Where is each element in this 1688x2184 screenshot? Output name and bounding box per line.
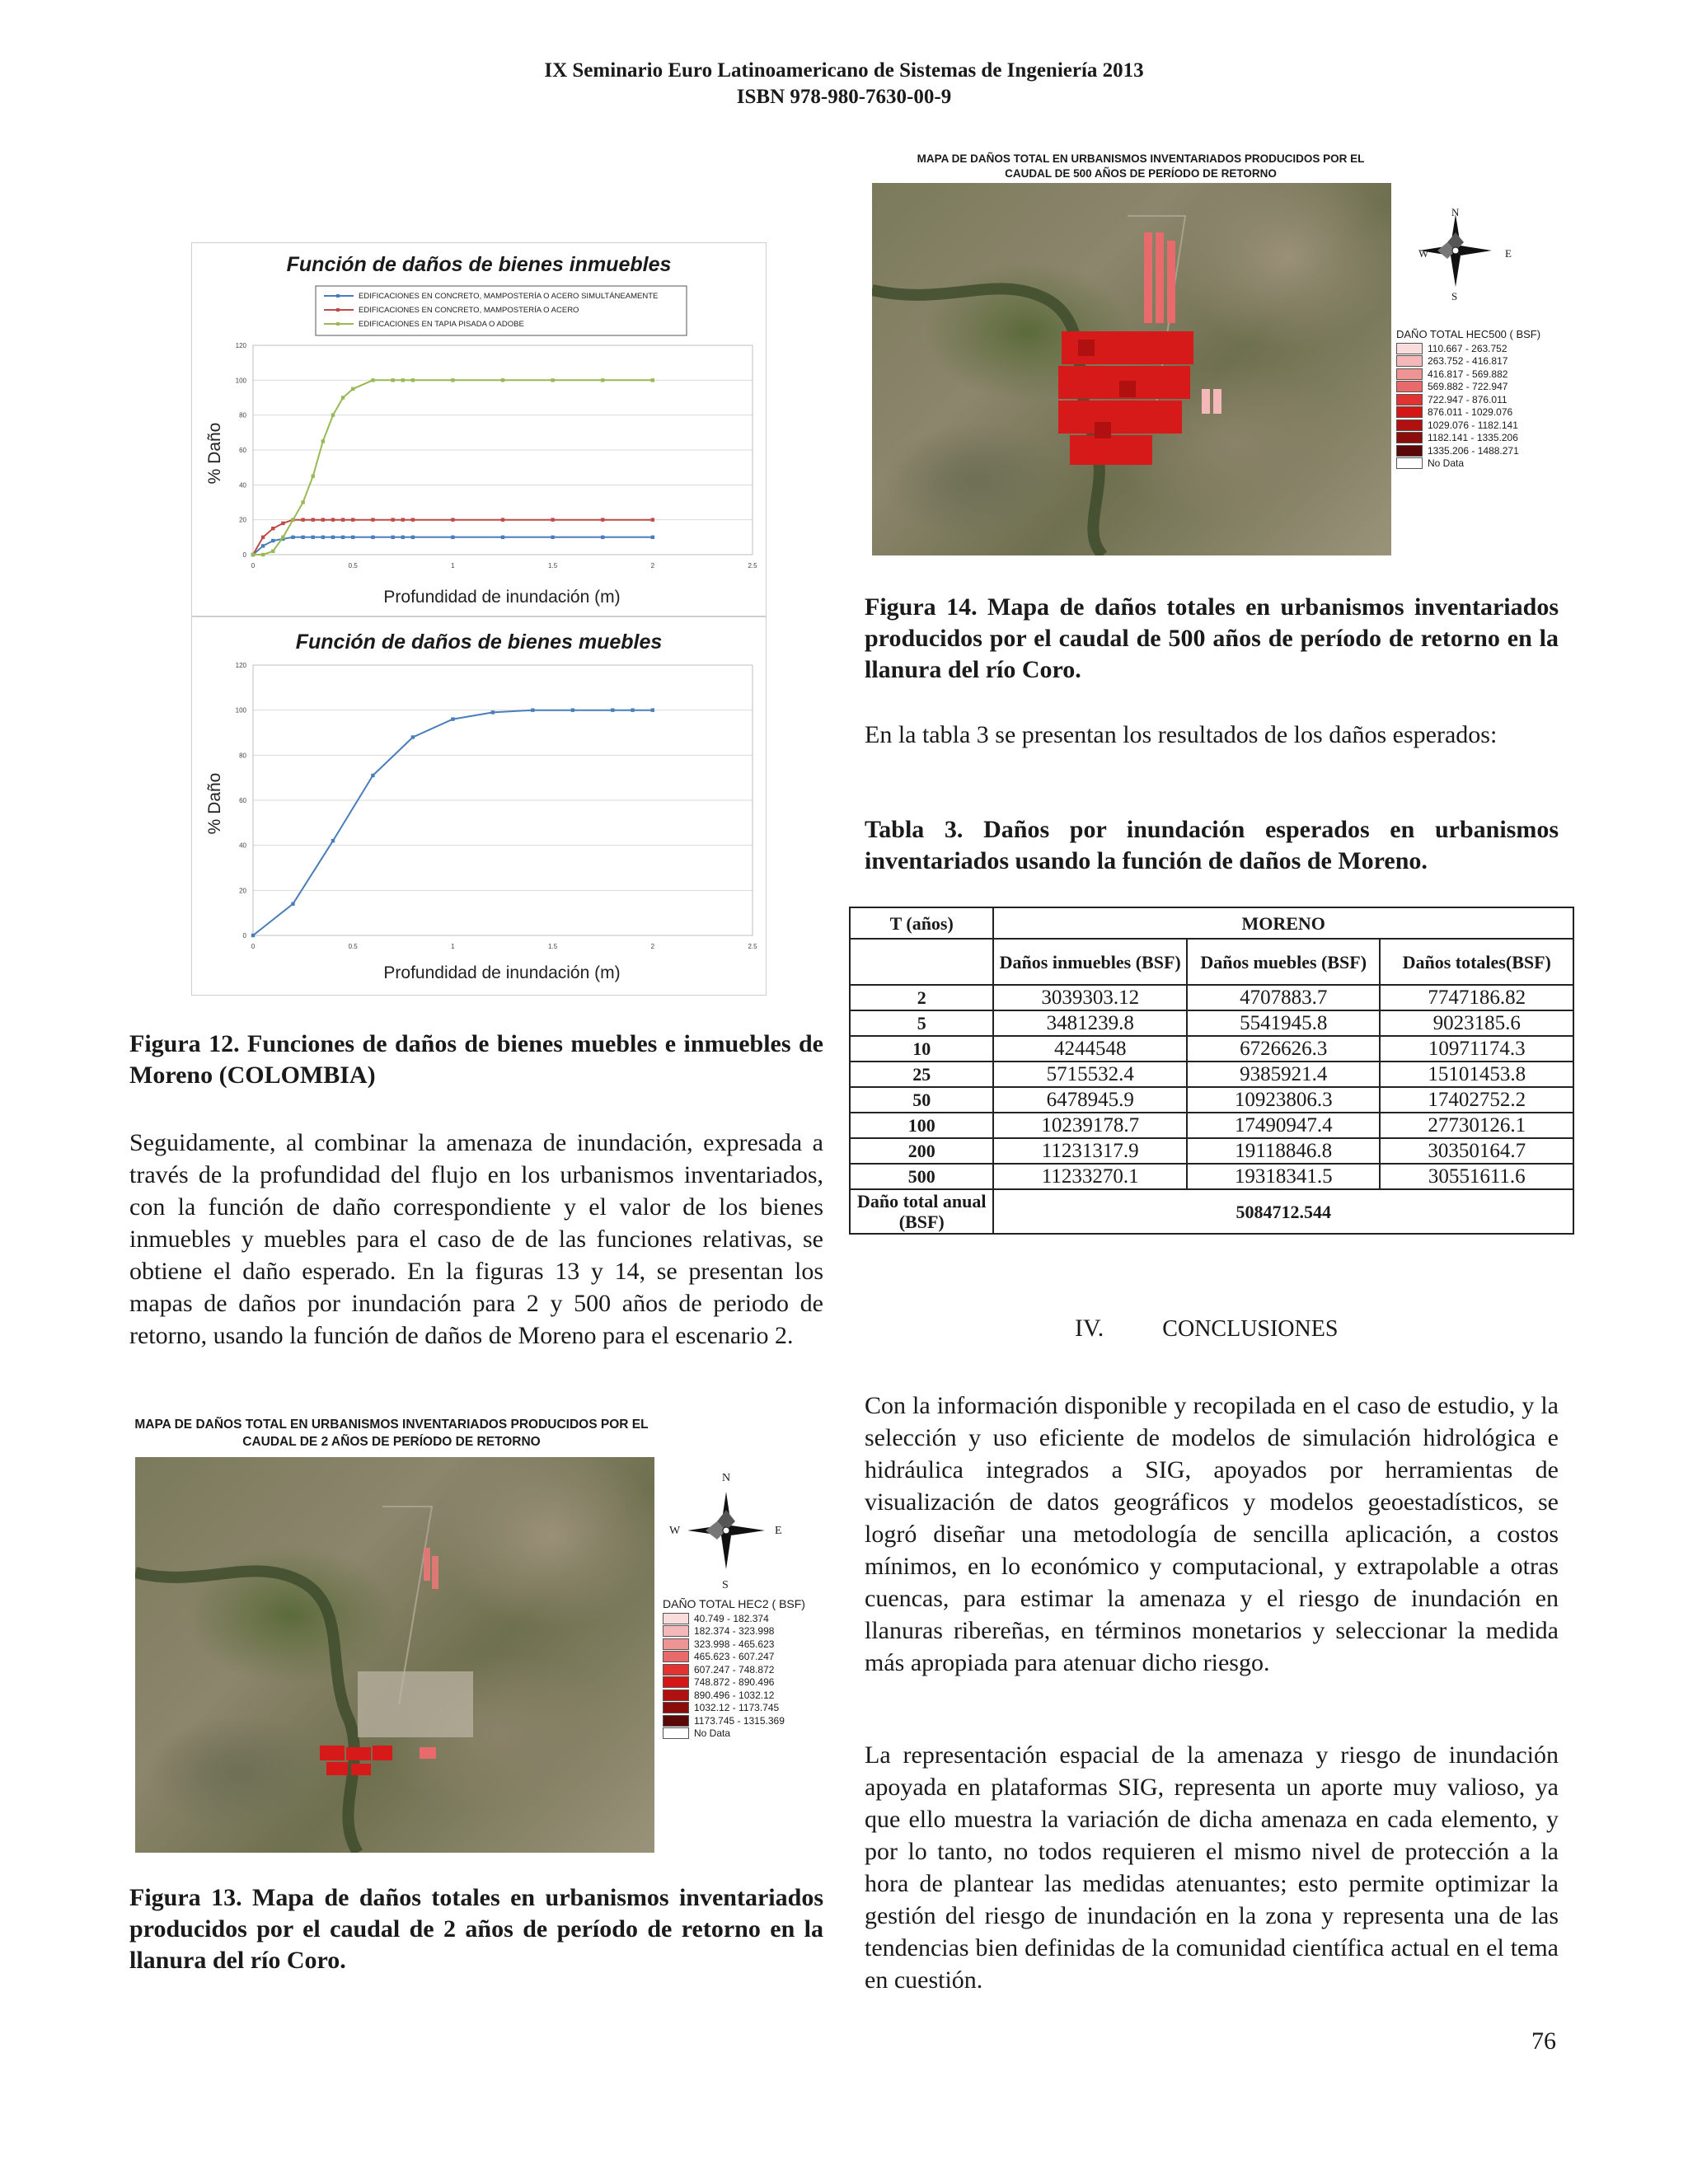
table-row — [850, 1113, 1573, 1138]
chart-muebles-ytick-label: 120 — [235, 662, 246, 669]
map13-legend-item — [663, 1625, 785, 1638]
chart-inmuebles-data-point — [331, 413, 335, 416]
chart-inmuebles-data-point — [331, 518, 335, 521]
chart-inmuebles-data-point — [281, 522, 284, 525]
chart-inmuebles-data-point — [391, 518, 394, 521]
map14-legend-label: 110.667 - 263.752 — [1428, 342, 1507, 354]
chart-muebles-data-point — [651, 708, 654, 711]
chart-inmuebles-data-point — [391, 536, 394, 539]
chart-inmuebles-xtick-label: 2 — [650, 562, 655, 569]
table-cell-value: 6478945.9 — [993, 1087, 1187, 1113]
map14-legend-swatch — [1396, 381, 1423, 392]
table-header-moreno: MORENO — [993, 907, 1573, 939]
map13-compass-icon — [681, 1485, 771, 1576]
chart-inmuebles-data-point — [341, 536, 345, 539]
chart-inmuebles-xtick-label: 2.5 — [748, 562, 757, 569]
chart-muebles-xlabel: Profundidad de inundación (m) — [383, 963, 621, 982]
table-cell-value: 30551611.6 — [1380, 1164, 1573, 1189]
map13-legend-item — [663, 1702, 785, 1715]
map14-legend-swatch — [1396, 419, 1423, 431]
chart-inmuebles-ylabel: % Daño — [205, 422, 224, 485]
chart-muebles-ytick-label: 80 — [239, 752, 246, 760]
chart-inmuebles-data-point — [312, 475, 315, 478]
table-row — [850, 1087, 1573, 1113]
table-cell-period: 10 — [850, 1036, 993, 1062]
map13-legend-swatch — [663, 1690, 689, 1701]
chart-inmuebles-data-point — [331, 536, 335, 539]
table-cell-value: 17402752.2 — [1380, 1087, 1573, 1113]
chart-muebles-xtick-label: 0.5 — [348, 943, 358, 950]
table-cell-value: 9385921.4 — [1187, 1062, 1381, 1087]
chart-inmuebles-data-point — [301, 536, 304, 539]
chart-muebles-xtick-label: 2 — [650, 943, 655, 950]
table-row — [850, 1036, 1573, 1062]
map14-legend-swatch — [1396, 445, 1423, 457]
chart-muebles-data-point — [531, 708, 534, 711]
map14-legend-label: 416.817 - 569.882 — [1428, 368, 1508, 380]
map13-legend-swatch — [663, 1651, 689, 1662]
map13-legend-item — [663, 1689, 785, 1702]
chart-inmuebles-legend-label: EDIFICACIONES EN TAPIA PISADA O ADOBE — [359, 320, 524, 329]
chart-inmuebles-data-point — [261, 553, 265, 556]
map13-compass-s: S — [722, 1579, 729, 1591]
map14-legend-label: 1335.206 - 1488.271 — [1428, 444, 1519, 457]
map13-compass-e: E — [775, 1525, 782, 1537]
chart-muebles-ytick-label: 40 — [239, 841, 246, 850]
map13-legend-swatch — [663, 1664, 689, 1675]
table-cell-period: 100 — [850, 1113, 993, 1138]
map13-legend-label: 748.872 - 890.496 — [694, 1676, 775, 1689]
map14-legend-item — [1396, 355, 1519, 368]
conclusions-paragraph-2: La representación espacial de la amenaza y riesgo de inundación apoyada en plataformas SIG, representa un aporte muy valioso, ya que ello muestra la variación de dicha amenaza en cada elemento, y por lo tanto, no todos requieren el mismo nivel de protección a la hora de plantear las medidas atenuantes; esto permite optimizar la gestión del riesgo de inundación en la zona y representa una de las tendencias bien definidas de la comunidad científica actual en el tema en cuestión. — [865, 1741, 1559, 1994]
table-header-empty — [850, 939, 993, 985]
table-row — [850, 1062, 1573, 1087]
chart-inmuebles-data-point — [451, 378, 454, 382]
chart-muebles-ytick-label: 0 — [242, 932, 246, 940]
chart-inmuebles-xtick-label: 0 — [251, 562, 256, 569]
chart-inmuebles-data-point — [651, 378, 654, 382]
chart-inmuebles-data-point — [551, 536, 554, 539]
chart-inmuebles-legend-marker — [336, 322, 340, 326]
table-cell-value: 10239178.7 — [993, 1113, 1187, 1138]
map13-legend-title: DAÑO TOTAL HEC2 ( BSF) — [663, 1597, 805, 1610]
chart-inmuebles-data-point — [371, 518, 374, 521]
map14-legend-item — [1396, 393, 1519, 406]
chart-inmuebles-data-point — [341, 518, 345, 521]
chart-inmuebles-ytick-label: 100 — [235, 377, 246, 385]
chart-inmuebles-xtick-label: 1 — [451, 562, 455, 569]
chart-inmuebles-data-point — [451, 518, 454, 521]
table-header-totales: Daños totales(BSF) — [1380, 939, 1573, 985]
chart-inmuebles-data-point — [351, 387, 354, 391]
chart-inmuebles-data-point — [651, 536, 654, 539]
chart-muebles-svg — [192, 617, 766, 995]
map14-compass-e: E — [1505, 247, 1512, 260]
chart-inmuebles-data-point — [501, 518, 504, 521]
map14-legend-swatch — [1396, 394, 1423, 405]
chart-inmuebles-data-point — [401, 518, 405, 521]
map14-legend-label: 569.882 - 722.947 — [1428, 381, 1508, 393]
table-header-inmuebles: Daños inmuebles (BSF) — [993, 939, 1187, 985]
chart-inmuebles-ytick-label: 0 — [242, 551, 246, 559]
map14-legend-swatch — [1396, 355, 1423, 367]
chart-inmuebles-xtick-label: 0.5 — [348, 562, 358, 569]
table-row — [850, 1164, 1573, 1189]
chart-muebles-data-point — [571, 708, 574, 711]
chart-inmuebles-data-point — [451, 536, 454, 539]
map13-legend-item — [663, 1638, 785, 1651]
chart-inmuebles-data-point — [271, 550, 274, 553]
chart-inmuebles-svg — [192, 243, 766, 616]
map14-overlay — [872, 183, 1391, 555]
table-cell-value: 6726626.3 — [1187, 1036, 1381, 1062]
map14-legend-label: 1182.141 - 1335.206 — [1428, 432, 1518, 444]
table-cell-value: 5541945.8 — [1187, 1010, 1381, 1036]
chart-inmuebles-data-point — [371, 378, 374, 382]
figure-13-caption: Figura 13. Mapa de daños totales en urbanismos inventariados producidos por el caudal de 2 años de período de retorno en la llanura del río Coro. — [129, 1884, 823, 1974]
table-cell-value: 19318341.5 — [1187, 1164, 1381, 1189]
map14-legend-item — [1396, 406, 1519, 419]
table-intro-paragraph: En la tabla 3 se presentan los resultados de los daños esperados: — [865, 721, 1498, 748]
map14-legend-item — [1396, 342, 1519, 355]
chart-inmuebles-data-point — [312, 518, 315, 521]
map13-legend-item — [663, 1676, 785, 1690]
chart-muebles-data-point — [491, 710, 495, 714]
map14-legend-item — [1396, 432, 1519, 445]
table-cell-value: 4707883.7 — [1187, 985, 1381, 1010]
chart-inmuebles-data-point — [321, 536, 325, 539]
map14-legend-swatch — [1396, 457, 1423, 469]
table-cell-value: 17490947.4 — [1187, 1113, 1381, 1138]
map14-legend-label: 263.752 - 416.817 — [1428, 355, 1508, 368]
table-cell-value: 27730126.1 — [1380, 1113, 1573, 1138]
chart-inmuebles-data-point — [321, 518, 325, 521]
table-cell-value: 4244548 — [993, 1036, 1187, 1062]
table-3 — [849, 907, 1574, 1235]
chart-inmuebles-data-point — [351, 518, 354, 521]
map13-legend-swatch — [663, 1715, 689, 1727]
map13-legend-label: 182.374 - 323.998 — [694, 1625, 775, 1638]
map13-legend-label: 323.998 - 465.623 — [694, 1638, 775, 1650]
chart-inmuebles-data-point — [271, 539, 274, 542]
table-cell-value: 10971174.3 — [1380, 1036, 1573, 1062]
chart-inmuebles-xlabel: Profundidad de inundación (m) — [383, 588, 621, 607]
header-isbn: ISBN 978-980-7630-00-9 — [736, 86, 952, 108]
section-number: IV. — [1075, 1315, 1104, 1342]
chart-inmuebles-data-point — [261, 536, 265, 539]
chart-inmuebles-series-line-2 — [253, 380, 653, 555]
map13-legend-swatch — [663, 1613, 689, 1624]
map13-title-line2: CAUDAL DE 2 AÑOS DE PERÍODO DE RETORNO — [242, 1435, 541, 1449]
chart-inmuebles-data-point — [401, 378, 405, 382]
chart-inmuebles-data-point — [291, 518, 294, 521]
chart-inmuebles-title: Función de daños de bienes inmuebles — [286, 253, 672, 276]
chart-inmuebles-data-point — [501, 536, 504, 539]
conclusions-paragraph-1: Con la información disponible y recopilada en el caso de estudio, y la selección y uso eficiente de modelos de simulación hidrológica e hidráulica integrados a SIG, apoyados por herramientas de visualización de datos geográficos y modelos geoestadísticos, se logró diseñar una metodología de sencilla aplicación, a costos mínimos, en lo económico y computacional, y extrapolable a otras cuencas, para estimar la amenaza y el riesgo de inundación en llanuras ribereñas, en términos monetarios y seleccionar la medida más apropiada para atenuar dicho riesgo. — [865, 1392, 1559, 1676]
chart-inmuebles-xtick-label: 1.5 — [548, 562, 558, 569]
chart-muebles-data-point — [611, 708, 614, 711]
chart-inmuebles-data-point — [261, 544, 265, 547]
chart-inmuebles-data-point — [411, 378, 415, 382]
table-row — [850, 1138, 1573, 1164]
chart-inmuebles-data-point — [271, 527, 274, 530]
map13-legend-item — [663, 1651, 785, 1664]
table-cell-value: 7747186.82 — [1380, 985, 1573, 1010]
map13-title-line1: MAPA DE DAÑOS TOTAL EN URBANISMOS INVENTARIADOS PRODUCIDOS POR EL — [134, 1418, 649, 1432]
chart-muebles-data-point — [291, 902, 294, 906]
map14-legend-label: 1029.076 - 1182.141 — [1428, 419, 1518, 431]
table-cell-value: 11231317.9 — [993, 1138, 1187, 1164]
chart-muebles-data-point — [451, 717, 454, 720]
chart-inmuebles-data-point — [321, 439, 325, 443]
map13-legend-label: 1032.12 - 1173.745 — [694, 1702, 780, 1714]
chart-muebles-xtick-label: 0 — [251, 943, 256, 950]
map13-legend-item — [663, 1714, 785, 1727]
table-cell-value: 30350164.7 — [1380, 1138, 1573, 1164]
chart-inmuebles-data-point — [551, 518, 554, 521]
map14-legend-label: 876.011 - 1029.076 — [1428, 406, 1513, 419]
map14-legend-swatch — [1396, 343, 1423, 354]
map14-legend-label: 722.947 - 876.011 — [1428, 393, 1507, 405]
map-figure-13 — [132, 1411, 824, 1853]
map13-legend-swatch — [663, 1702, 689, 1713]
figure-14-caption: Figura 14. Mapa de daños totales en urbanismos inventariados producidos por el caudal de 500 años de período de retorno en la llanura del río Coro. — [865, 593, 1559, 683]
map14-compass-w: W — [1418, 247, 1429, 260]
table-cell-value: 11233270.1 — [993, 1164, 1187, 1189]
map14-legend-item — [1396, 368, 1519, 381]
table-row — [850, 985, 1573, 1010]
chart-inmuebles-ytick-label: 40 — [239, 481, 246, 490]
map13-legend-swatch — [663, 1638, 689, 1650]
map13-legend-label: 890.496 - 1032.12 — [694, 1689, 775, 1701]
chart-muebles-ytick-label: 20 — [239, 887, 246, 895]
chart-muebles-ytick-label: 60 — [239, 797, 246, 804]
map14-compass-n: N — [1451, 206, 1460, 218]
map14-legend-swatch — [1396, 368, 1423, 380]
chart-inmuebles-data-point — [601, 518, 604, 521]
chart-muebles-xtick-label: 1.5 — [548, 943, 558, 950]
table-cell-value: 3481239.8 — [993, 1010, 1187, 1036]
chart-muebles-xtick-label: 1 — [451, 943, 455, 950]
chart-inmuebles-data-point — [291, 536, 294, 539]
table-cell-value: 9023185.6 — [1380, 1010, 1573, 1036]
table-cell-value: 3039303.12 — [993, 985, 1187, 1010]
table-cell-period: 5 — [850, 1010, 993, 1036]
chart-inmuebles-data-point — [501, 378, 504, 382]
table-cell-period: 2 — [850, 985, 993, 1010]
map13-legend-label: No Data — [694, 1727, 731, 1740]
table-annual-value: 5084712.544 — [993, 1189, 1573, 1234]
map13-legend-item — [663, 1612, 785, 1625]
map13-legend-label: 465.623 - 607.247 — [694, 1651, 775, 1663]
chart-inmuebles-data-point — [371, 536, 374, 539]
chart-muebles-xtick-label: 2.5 — [748, 943, 757, 950]
chart-inmuebles-data-point — [312, 536, 315, 539]
chart-inmuebles-ytick-label: 80 — [239, 411, 246, 419]
map13-legend-label: 607.247 - 748.872 — [694, 1663, 775, 1675]
chart-inmuebles-data-point — [301, 500, 304, 504]
chart-muebles-ytick-label: 100 — [235, 706, 246, 715]
map13-compass-w: W — [669, 1525, 681, 1537]
chart-muebles-data-point — [251, 934, 255, 937]
map13-compass-n: N — [722, 1472, 731, 1484]
map14-legend — [1396, 342, 1519, 470]
map14-legend-item — [1396, 457, 1519, 471]
chart-muebles-title: Función de daños de bienes muebles — [295, 630, 663, 654]
chart-inmuebles-legend-label: EDIFICACIONES EN CONCRETO, MAMPOSTERÍA O ACERO SIMULTÁNEAMENTE — [359, 292, 659, 301]
map14-legend-swatch — [1396, 432, 1423, 443]
chart-muebles-series-line-0 — [253, 710, 653, 935]
table-cell-value: 5715532.4 — [993, 1062, 1187, 1087]
chart-inmuebles-data-point — [411, 536, 415, 539]
table-cell-period: 50 — [850, 1087, 993, 1113]
chart-muebles-ylabel: % Daño — [205, 772, 224, 835]
table-cell-period: 25 — [850, 1062, 993, 1087]
map13-legend-item — [663, 1663, 785, 1676]
chart-inmuebles-data-point — [341, 396, 345, 399]
map13-legend-swatch — [663, 1727, 689, 1739]
header-conference: IX Seminario Euro Latinoamericano de Sistemas de Ingeniería 2013 — [544, 59, 1144, 82]
table-header-muebles: Daños muebles (BSF) — [1187, 939, 1381, 985]
chart-inmuebles-data-point — [651, 518, 654, 521]
map13-legend — [663, 1612, 785, 1740]
map14-legend-item — [1396, 419, 1519, 432]
map13-satellite-image — [135, 1457, 654, 1853]
chart-muebles — [191, 616, 767, 996]
chart-inmuebles-data-point — [281, 536, 284, 539]
map14-legend-swatch — [1396, 406, 1423, 418]
table-annual-label: Daño total anual (BSF) — [850, 1189, 993, 1234]
chart-inmuebles-ytick-label: 120 — [235, 342, 246, 349]
chart-muebles-data-point — [371, 774, 374, 777]
chart-muebles-data-point — [411, 735, 415, 738]
chart-inmuebles-data-point — [351, 536, 354, 539]
table-3-caption: Tabla 3. Daños por inundación esperados en urbanismos inventariados usando la función de daños de Moreno. — [865, 816, 1559, 874]
chart-inmuebles-legend-label: EDIFICACIONES EN CONCRETO, MAMPOSTERÍA O ACERO — [359, 306, 579, 315]
map13-legend-label: 40.749 - 182.374 — [694, 1612, 769, 1624]
chart-inmuebles-ytick-label: 20 — [239, 516, 246, 524]
chart-inmuebles-series-line-0 — [253, 537, 653, 555]
chart-inmuebles — [191, 242, 767, 616]
chart-inmuebles-data-point — [251, 553, 255, 556]
chart-inmuebles-data-point — [411, 518, 415, 521]
chart-inmuebles-ytick-label: 60 — [239, 447, 246, 454]
map14-satellite-image — [872, 183, 1391, 555]
chart-inmuebles-data-point — [601, 536, 604, 539]
map14-compass-s: S — [1451, 290, 1458, 302]
chart-inmuebles-legend-marker — [336, 294, 340, 298]
map14-title-line1: MAPA DE DAÑOS TOTAL EN URBANISMOS INVENTARIADOS PRODUCIDOS POR EL — [917, 152, 1365, 165]
map13-overlay — [135, 1457, 654, 1853]
chart-inmuebles-data-point — [391, 378, 394, 382]
chart-muebles-data-point — [331, 839, 335, 842]
table-cell-value: 10923806.3 — [1187, 1087, 1381, 1113]
chart-muebles-data-point — [631, 708, 634, 711]
map14-title-line2: CAUDAL DE 500 AÑOS DE PERÍODO DE RETORNO — [1005, 167, 1277, 180]
table-cell-period: 200 — [850, 1138, 993, 1164]
map14-legend-item — [1396, 444, 1519, 457]
chart-inmuebles-data-point — [601, 378, 604, 382]
table-header-t: T (años) — [850, 907, 993, 939]
table-cell-value: 19118846.8 — [1187, 1138, 1381, 1164]
chart-inmuebles-data-point — [401, 536, 405, 539]
section-title: CONCLUSIONES — [1162, 1316, 1339, 1342]
map14-legend-label: No Data — [1428, 457, 1465, 470]
table-row — [850, 1010, 1573, 1036]
table-cell-value: 15101453.8 — [1380, 1062, 1573, 1087]
map13-legend-label: 1173.745 - 1315.369 — [694, 1714, 785, 1727]
map-figure-14 — [869, 148, 1578, 560]
figure-12-caption: Figura 12. Funciones de daños de bienes muebles e inmuebles de Moreno (COLOMBIA) — [129, 1030, 823, 1089]
chart-inmuebles-data-point — [551, 378, 554, 382]
section-heading — [1075, 1315, 1338, 1343]
chart-inmuebles-data-point — [301, 518, 304, 521]
chart-inmuebles-legend-marker — [336, 308, 340, 312]
map13-legend-item — [663, 1727, 785, 1741]
map13-legend-swatch — [663, 1625, 689, 1637]
left-paragraph: Seguidamente, al combinar la amenaza de inundación, expresada a través de la profundidad del flujo en los urbanismos inventariados, con la función de daño correspondiente y el valor de los bienes inmuebles y muebles para el caso de de las funciones relativas, se obtiene el daño esperado. En la figuras 13 y 14, se presentan los mapas de daños por inundación para 2 y 500 años de periodo de retorno, usando la función de daños de Moreno para el escenario 2. — [129, 1129, 823, 1349]
map13-legend-swatch — [663, 1676, 689, 1688]
page-number: 76 — [1531, 2027, 1556, 2055]
table-cell-period: 500 — [850, 1164, 993, 1189]
map14-legend-title: DAÑO TOTAL HEC500 ( BSF) — [1396, 328, 1541, 340]
map14-legend-item — [1396, 381, 1519, 394]
